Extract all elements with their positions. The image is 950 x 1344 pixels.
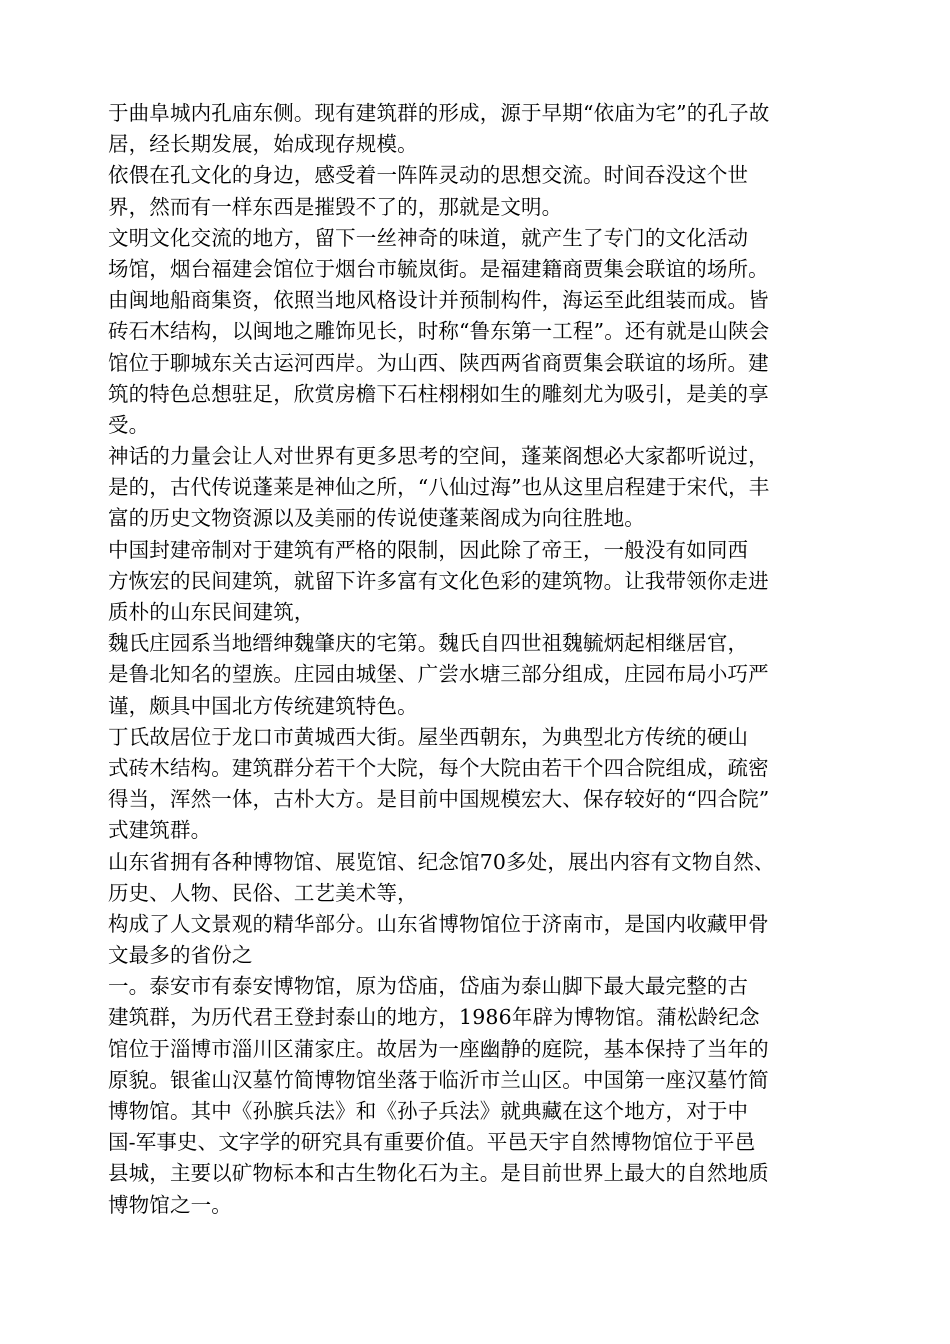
- text-line: 是的，古代传说蓬莱是神仙之所，“八仙过海”也从这里启程建于宋代，丰: [108, 475, 770, 500]
- text-line: 馆位于聊城东关古运河西岸。为山西、陕西两省商贾集会联谊的场所。建: [108, 350, 769, 375]
- text-line: 中国封建帝制对于建筑有严格的限制，因此除了帝王，一般没有如同西: [108, 537, 749, 562]
- text-line: 神话的力量会让人对世界有更多思考的空间，蓬莱阁想必大家都听说过，: [108, 444, 769, 469]
- text-line: 馆位于淄博市淄川区蒲家庄。故居为一座幽静的庭院，基本保持了当年的: [108, 1036, 769, 1061]
- text-line: 历史、人物、民俗、工艺美术等，: [108, 880, 418, 905]
- text-line: 式砖木结构。建筑群分若干个大院，每个大院由若干个四合院组成，疏密: [108, 755, 769, 780]
- text-line: 魏氏庄园系当地缙绅魏肇庆的宅第。魏氏自四世祖魏毓炳起相继居官，: [108, 631, 749, 656]
- document-body: [108, 98, 868, 1221]
- text-line: 依偎在孔文化的身边，感受着一阵阵灵动的思想交流。时间吞没这个世: [108, 163, 749, 188]
- text-line: 由闽地船商集资，依照当地风格设计并预制构件，海运至此组装而成。皆: [108, 288, 769, 313]
- text-line: 博物馆之一。: [108, 1192, 232, 1217]
- text-line: 受。: [108, 412, 150, 437]
- text-line: 场馆，烟台福建会馆位于烟台市毓岚街。是福建籍商贾集会联谊的场所。: [108, 256, 769, 281]
- text-line: 筑的特色总想驻足，欣赏房檐下石柱栩栩如生的雕刻尤为吸引，是美的享: [108, 381, 769, 406]
- text-line: 方恢宏的民间建筑，就留下许多富有文化色彩的建筑物。让我带领你走进: [108, 568, 769, 593]
- text-line: 居，经长期发展，始成现存规模。: [108, 132, 418, 157]
- text-line: 丁氏故居位于龙口市黄城西大街。屋坐西朝东，为典型北方传统的硬山: [108, 724, 749, 749]
- text-line: 得当，浑然一体，古朴大方。是目前中国规模宏大、保存较好的“四合院”: [108, 787, 770, 812]
- text-line: 砖石木结构，以闽地之雕饰见长，时称“鲁东第一工程”。还有就是山陕会: [108, 319, 770, 344]
- text-line: 于曲阜城内孔庙东侧。现有建筑群的形成，源于早期“依庙为宅”的孔子故: [108, 101, 770, 125]
- text-line: 构成了人文景观的精华部分。山东省博物馆位于济南市，是国内收藏甲骨: [108, 911, 769, 936]
- text-line: 界，然而有一样东西是摧毁不了的，那就是文明。: [108, 194, 563, 219]
- text-line: 国-军事史、文字学的研究具有重要价值。平邑天宇自然博物馆位于平邑: [108, 1130, 756, 1155]
- text-line: 建筑群，为历代君王登封泰山的地方，1986年辟为博物馆。蒲松龄纪念: [108, 1005, 760, 1030]
- text-line: 博物馆。其中《孙膑兵法》和《孙子兵法》就典藏在这个地方，对于中: [108, 1099, 749, 1123]
- text-line: 文明文化交流的地方，留下一丝神奇的味道，就产生了专门的文化活动: [108, 225, 749, 250]
- text-line: 县城，主要以矿物标本和古生物化石为主。是目前世界上最大的自然地质: [108, 1161, 769, 1186]
- text-line: 质朴的山东民间建筑，: [108, 600, 315, 624]
- text-line: 是鲁北知名的望族。庄园由城堡、广尝水塘三部分组成，庄园布局小巧严: [108, 662, 769, 687]
- text-line: 式建筑群。: [108, 818, 212, 843]
- text-line: 原貌。银雀山汉墓竹简博物馆坐落于临沂市兰山区。中国第一座汉墓竹简: [108, 1067, 769, 1092]
- text-line: 文最多的省份之: [108, 943, 253, 968]
- text-line: 山东省拥有各种博物馆、展览馆、纪念馆70多处，展出内容有文物自然、: [108, 849, 775, 874]
- text-line: 谨，颇具中国北方传统建筑特色。: [108, 693, 418, 718]
- text-line: 富的历史文物资源以及美丽的传说使蓬莱阁成为向往胜地。: [108, 506, 645, 531]
- text-line: 一。泰安市有泰安博物馆，原为岱庙，岱庙为泰山脚下最大最完整的古: [108, 974, 749, 999]
